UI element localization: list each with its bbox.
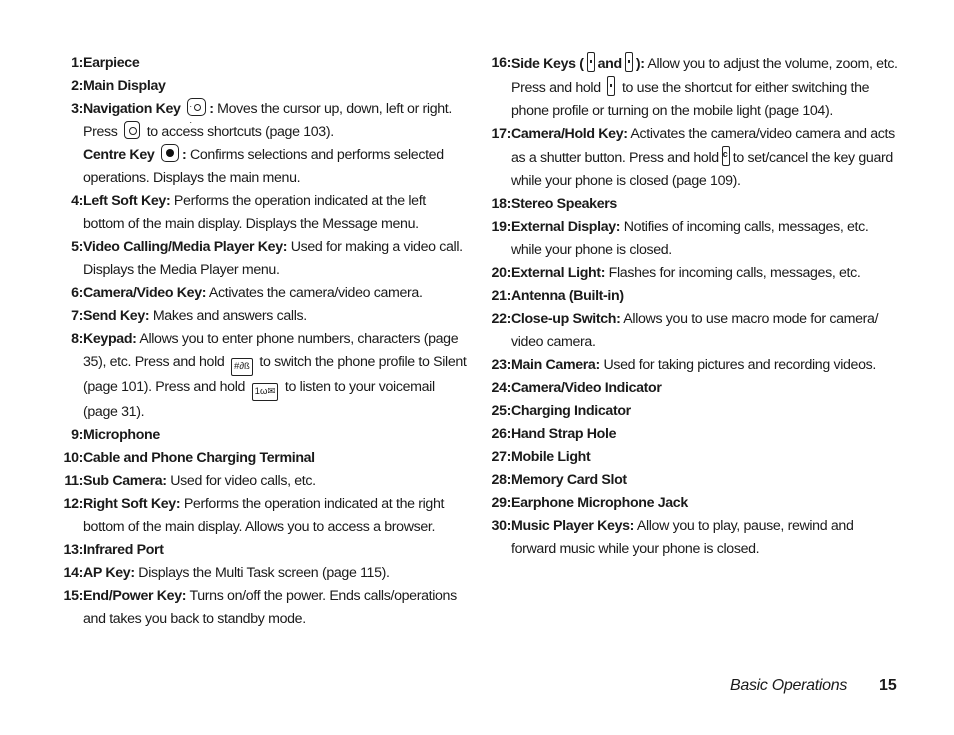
item-number: 30: [491, 518, 511, 534]
item-label: Microphone [83, 427, 160, 443]
item-description: Flashes for incoming calls, messages, etc. [608, 265, 861, 281]
item-description: Performs the operation indicated at the right bottom of the main display. Allows you to access a browser. [83, 496, 445, 535]
list-item [480, 446, 900, 469]
item-number: 5: [71, 239, 83, 255]
list-item [52, 493, 468, 539]
item-description: Activates the camera/video camera. [208, 285, 423, 301]
list-item [52, 282, 468, 305]
item-number: 28: [491, 472, 511, 488]
item-number: 2: [71, 78, 83, 94]
item-label: End/Power Key: [83, 588, 187, 604]
hash-key-icon: #∂ß [231, 358, 253, 376]
item-description: to listen to your voicemail (page 31). [83, 379, 435, 420]
item-description: Notifies of incoming calls, messages, etc. while your phone is closed. [511, 219, 869, 258]
item-label: External Light: [511, 265, 606, 281]
list-item [52, 305, 468, 328]
item-number: 29: [491, 495, 511, 511]
list-item [480, 354, 900, 377]
list-item [480, 193, 900, 216]
item-description: Makes and answers calls. [152, 308, 307, 324]
item-description: Allows you to enter phone numbers, characters (page 35), etc. Press and hold [83, 331, 459, 370]
item-number: 3: [71, 101, 83, 117]
list-item [52, 470, 468, 493]
item-description: Allow you to adjust the volume, zoom, etc. Press and hold [511, 56, 898, 96]
list-item [52, 585, 468, 631]
list-item [52, 190, 468, 236]
item-label: Left Soft Key: [83, 193, 171, 209]
item-description: Allow you to play, pause, rewind and forward music while your phone is closed. [511, 518, 854, 557]
item-description: Used for taking pictures and recording videos. [603, 357, 876, 373]
item-label: AP Key: [83, 565, 135, 581]
sub-item [83, 144, 468, 190]
item-number: 22: [491, 311, 511, 327]
page-number: 15 [879, 677, 897, 694]
item-label: Sub Camera: [83, 473, 167, 489]
list-item [52, 328, 468, 424]
item-number: 24: [491, 380, 511, 396]
item-description: Performs the operation indicated at the left bottom of the main display. Displays the Message menu. [83, 193, 426, 232]
item-label: Memory Card Slot [511, 472, 627, 488]
item-label: Main Camera: [511, 357, 600, 373]
item-label: Charging Indicator [511, 403, 631, 419]
list-item [480, 515, 900, 561]
item-description: Activates the camera/video camera and acts as a shutter button. Press and hold [511, 126, 895, 166]
list-item [480, 423, 900, 446]
item-label: Side Keys ( [511, 56, 584, 72]
side-key-down-icon [625, 52, 633, 72]
item-label: Camera/Video Key: [83, 285, 207, 301]
list-item [480, 469, 900, 492]
item-label: Close-up Switch: [511, 311, 621, 327]
item-description: Turns on/off the power. Ends calls/operations and takes you back to standby mode. [83, 588, 457, 627]
item-label: Camera/Video Indicator [511, 380, 662, 396]
item-label: Camera/Hold Key: [511, 126, 628, 142]
item-number: 25: [491, 403, 511, 419]
item-label: Cable and Phone Charging Terminal [83, 450, 315, 466]
list-item [52, 236, 468, 282]
sub-item-colon: : [182, 147, 187, 163]
item-description: Used for video calls, etc. [170, 473, 316, 489]
list-item [480, 377, 900, 400]
item-description: to access shortcuts (page 103). [146, 124, 334, 140]
side-key-up-icon [587, 52, 595, 72]
item-number: 13: [63, 542, 83, 558]
section-title: Basic Operations [730, 677, 848, 694]
item-number: 19: [491, 219, 511, 235]
centre-key-icon [161, 144, 179, 162]
item-label: Video Calling/Media Player Key: [83, 239, 288, 255]
list-item [480, 400, 900, 423]
left-column [52, 52, 468, 631]
list-item [52, 447, 468, 470]
list-item [480, 308, 900, 354]
up-key-icon [124, 121, 140, 139]
item-number: 23: [491, 357, 511, 373]
list-item [480, 216, 900, 262]
item-label: Antenna (Built-in) [511, 288, 624, 304]
item-number: 16: [491, 55, 511, 71]
item-label: Earpiece [83, 55, 140, 71]
list-item [480, 262, 900, 285]
item-label: ): [635, 56, 645, 72]
item-label: Earphone Microphone Jack [511, 495, 688, 511]
item-number: 11: [64, 473, 83, 489]
item-number: 10: [63, 450, 83, 466]
item-label: Send Key: [83, 308, 150, 324]
item-number: 6: [71, 285, 83, 301]
item-number: 21: [491, 288, 511, 304]
list-item [480, 52, 900, 123]
item-label: Infrared Port [83, 542, 164, 558]
item-number: 9: [71, 427, 83, 443]
item-description: to switch the phone profile to Silent (page 101). Press and hold [83, 354, 467, 395]
list-item [52, 424, 468, 447]
item-number: 18: [491, 196, 511, 212]
right-column [480, 52, 900, 561]
item-description: Allows you to use macro mode for camera/ video camera. [511, 311, 879, 350]
list-item [480, 285, 900, 308]
item-number: 27: [491, 449, 511, 465]
item-label: Right Soft Key: [83, 496, 181, 512]
item-label: Music Player Keys: [511, 518, 635, 534]
item-number: 12: [63, 496, 83, 512]
item-label: Keypad: [83, 331, 137, 347]
list-item [52, 98, 468, 190]
list-item [52, 562, 468, 585]
item-number: 26: [491, 426, 511, 442]
list-item [52, 539, 468, 562]
navigation-key-icon [187, 98, 206, 116]
item-number: 8: [71, 331, 83, 347]
item-number: 20: [491, 265, 511, 281]
sub-item-label: Centre Key [83, 147, 155, 163]
item-number: 15: [63, 588, 83, 604]
item-label: Mobile Light [511, 449, 591, 465]
side-key-icon [607, 76, 615, 96]
list-item [480, 123, 900, 193]
item-colon: : [209, 101, 214, 117]
item-label: Stereo Speakers [511, 196, 617, 212]
list-item [52, 75, 468, 98]
camera-key-icon [722, 146, 730, 166]
one-key-icon: 1ω✉ [252, 383, 279, 401]
item-description: Moves the cursor up, down, left or right. Press [83, 101, 452, 140]
item-description: Displays the Multi Task screen (page 115). [138, 565, 390, 581]
item-label: Hand Strap Hole [511, 426, 617, 442]
item-description: to set/cancel the key guard while your phone is closed (page 109). [511, 150, 893, 189]
sub-item-description: Confirms selections and performs selected operations. Displays the main menu. [83, 147, 444, 186]
item-description: Used for making a video call. Displays the Media Player menu. [83, 239, 463, 278]
item-label: Main Display [83, 78, 166, 94]
item-label: Navigation Key [83, 101, 181, 117]
item-description: to use the shortcut for either switching the phone profile or turning on the mobile light (page 104). [511, 80, 870, 119]
item-number: 17: [491, 126, 511, 142]
item-number: 1: [71, 55, 83, 71]
list-item [480, 492, 900, 515]
list-item [52, 52, 468, 75]
item-label-and: and [597, 56, 622, 72]
item-label: External Display: [511, 219, 621, 235]
item-number: 4: [71, 193, 83, 209]
item-number: 7: [71, 308, 83, 324]
item-number: 14: [63, 565, 83, 581]
